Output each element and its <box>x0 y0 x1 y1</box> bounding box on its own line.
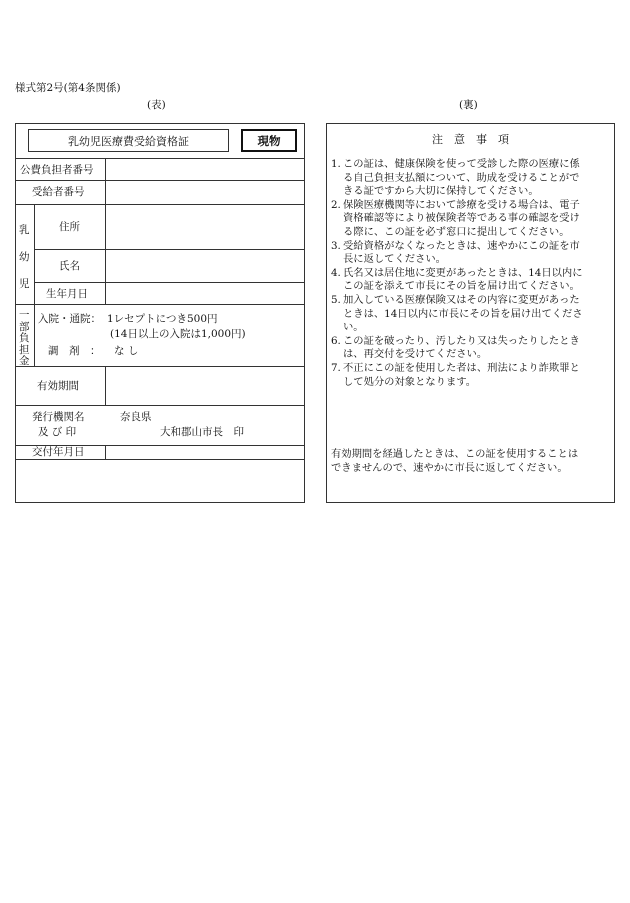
note-item: 1. この証は、健康保険を使って受診した際の医療に係 る自己負担支払額について、助成を受けることがで きる証ですから大切に保持してください。 <box>331 158 580 198</box>
row-divider <box>34 249 304 250</box>
copay-drug-label: 調 剤 ： <box>48 345 101 357</box>
front-card <box>15 123 305 503</box>
back-card <box>326 123 615 503</box>
row-divider <box>16 366 304 367</box>
infant-group-label: 乳 幼 児 <box>19 224 30 290</box>
notes-list <box>331 158 613 389</box>
row-divider <box>34 282 304 283</box>
birthdate-label: 生年月日 <box>46 288 88 300</box>
row-divider <box>16 405 304 406</box>
genbutsu-badge: 現物 <box>241 129 297 152</box>
col-divider <box>105 158 106 204</box>
note-item: 4. 氏名又は居住地に変更があったときは、14日以内に この証を添えて市長にその旨を届け出てください。 <box>331 266 583 293</box>
note-item: 3. 受給資格がなくなったときは、速やかにこの証を市 長に返してください。 <box>331 239 580 266</box>
row-divider <box>16 180 304 181</box>
copay-inpatient-value: 1レセプトにつき500円 <box>107 313 218 325</box>
recipient-number-label: 受給者番号 <box>32 186 85 198</box>
name-label: 氏名 <box>59 260 80 272</box>
copay-inpatient-note: (14日以上の入院は1,000円) <box>110 328 246 340</box>
issuer-mayor-seal: 大和郡山市長 印 <box>160 426 244 438</box>
notes-footer: 有効期間を経過したときは、この証を使用することは できませんので、速やかに市長に返してください。 <box>331 448 579 474</box>
row-divider <box>16 158 304 159</box>
copay-inpatient-label: 入院・通院： <box>38 313 101 325</box>
row-divider <box>16 459 304 460</box>
card-title: 乳幼児医療費受給資格証 <box>28 129 229 152</box>
col-divider <box>34 304 35 366</box>
note-item: 7. 不正にこの証を使用した者は、刑法により詐欺罪と して処分の対象となります。 <box>331 361 580 388</box>
front-side-label: (表) <box>147 99 166 111</box>
notes-heading: 注 意 事 項 <box>432 133 509 146</box>
col-divider <box>105 204 106 304</box>
note-item: 2. 保険医療機関等において診療を受ける場合は、電子 資格確認等により被保険者等である事の確認を受け る際に、この証を必ず窓口に提出してください。 <box>331 198 580 238</box>
note-item: 5. 加入している医療保険又はその内容に変更があった ときは、14日以内に市長にその旨を届け出てくださ い。 <box>331 293 583 334</box>
note-item: 6. この証を破ったり、汚したり又は失ったりしたとき は、再交付を受けてください。 <box>331 334 580 361</box>
back-side-label: (裏) <box>459 99 478 111</box>
form-label: 様式第2号(第4条関係) <box>15 82 121 94</box>
validity-label: 有効期間 <box>37 380 79 392</box>
issuer-label-1: 発行機関名 <box>32 411 85 423</box>
col-divider <box>105 445 106 459</box>
copay-drug-value: な し <box>114 345 139 357</box>
issue-date-label: 交付年月日 <box>32 446 85 458</box>
address-label: 住所 <box>59 221 80 233</box>
copay-group-label: 一 部 負 担 金 <box>19 309 30 367</box>
issuer-label-2: 及 び 印 <box>38 426 77 438</box>
row-divider <box>16 204 304 205</box>
col-divider <box>105 366 106 405</box>
col-divider <box>34 204 35 304</box>
row-divider <box>16 304 304 305</box>
payer-number-label: 公費負担者番号 <box>20 164 94 176</box>
issuer-prefecture: 奈良県 <box>120 411 152 423</box>
